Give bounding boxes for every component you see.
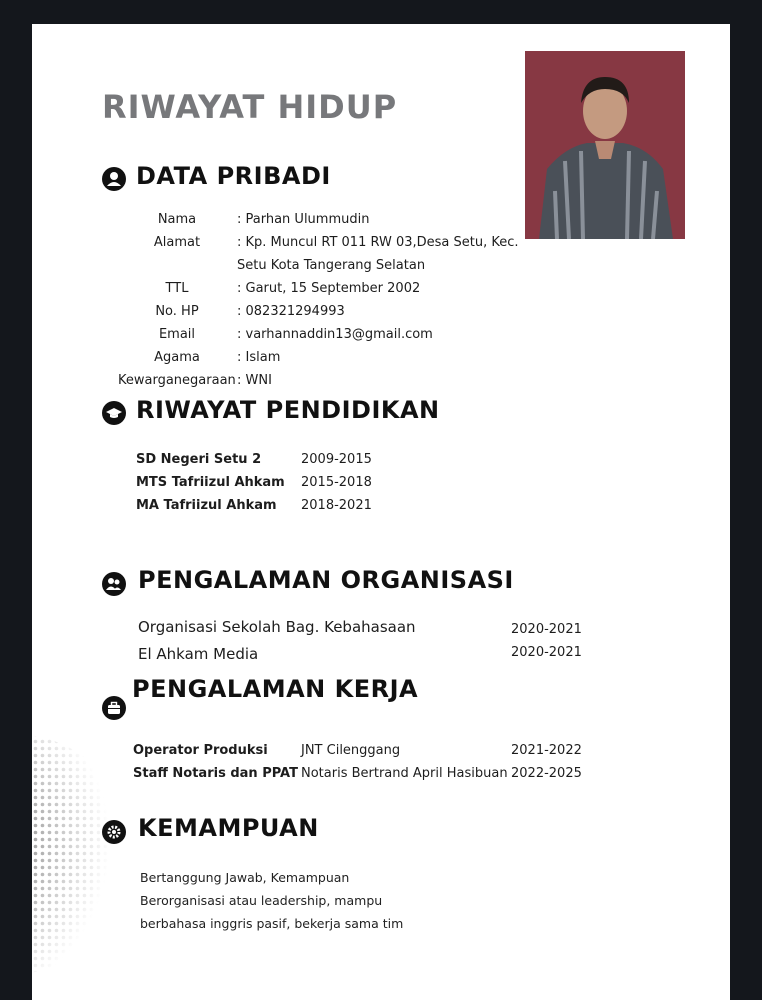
skill-line: Bertanggung Jawab, Kemampuan <box>140 870 350 885</box>
label-kewarganegaraan: Kewarganegaraan <box>118 373 236 388</box>
section-title-work: PENGALAMAN KERJA <box>132 675 419 703</box>
organization-years: 2020-2021 <box>511 645 582 660</box>
label-nama: Nama <box>157 212 197 227</box>
work-position: Operator Produksi <box>133 743 268 758</box>
organization-name: El Ahkam Media <box>138 645 259 663</box>
skill-line: berbahasa inggris pasif, bekerja sama tim <box>140 916 404 931</box>
education-school: MA Tafriizul Ahkam <box>136 498 277 513</box>
section-title-education: RIWAYAT PENDIDIKAN <box>136 396 440 424</box>
work-company: Notaris Bertrand April Hasibuan <box>301 766 508 781</box>
dotted-decoration <box>32 724 144 1000</box>
user-icon <box>102 167 126 191</box>
value-agama: : Islam <box>237 350 281 365</box>
education-years: 2009-2015 <box>301 452 372 467</box>
graduation-cap-icon <box>102 401 126 425</box>
value-alamat-line2: Setu Kota Tangerang Selatan <box>237 258 426 273</box>
label-agama: Agama <box>154 350 200 365</box>
profile-photo <box>525 51 685 239</box>
value-hp: : 082321294993 <box>237 304 345 319</box>
education-years: 2015-2018 <box>301 475 372 490</box>
work-company: JNT Cilenggang <box>301 743 401 758</box>
label-alamat: Alamat <box>153 235 201 250</box>
organization-years: 2020-2021 <box>511 622 582 637</box>
page-title: RIWAYAT HIDUP <box>102 88 398 126</box>
value-nama: : Parhan Ulummudin <box>237 212 370 227</box>
education-years: 2018-2021 <box>301 498 372 513</box>
education-school: SD Negeri Setu 2 <box>136 452 262 467</box>
education-school: MTS Tafriizul Ahkam <box>136 475 285 490</box>
label-ttl: TTL <box>165 281 189 296</box>
section-title-personal: DATA PRIBADI <box>136 162 331 190</box>
work-years: 2022-2025 <box>511 766 582 781</box>
section-title-skills: KEMAMPUAN <box>138 814 319 842</box>
value-ttl: : Garut, 15 September 2002 <box>237 281 421 296</box>
work-years: 2021-2022 <box>511 743 582 758</box>
briefcase-icon <box>102 696 126 720</box>
cv-page <box>32 24 730 1000</box>
value-email: : varhannaddin13@gmail.com <box>237 327 433 342</box>
value-kewarganegaraan: : WNI <box>237 373 272 388</box>
label-email: Email <box>158 327 196 342</box>
organization-name: Organisasi Sekolah Bag. Kebahasaan <box>138 618 416 636</box>
group-icon <box>102 572 126 596</box>
gear-icon <box>102 820 126 844</box>
skill-line: Berorganisasi atau leadership, mampu <box>140 893 383 908</box>
value-alamat: : Kp. Muncul RT 011 RW 03,Desa Setu, Kec. <box>237 235 519 250</box>
work-position: Staff Notaris dan PPAT <box>133 766 298 781</box>
section-title-organization: PENGALAMAN ORGANISASI <box>138 566 514 594</box>
label-hp: No. HP <box>155 304 199 319</box>
